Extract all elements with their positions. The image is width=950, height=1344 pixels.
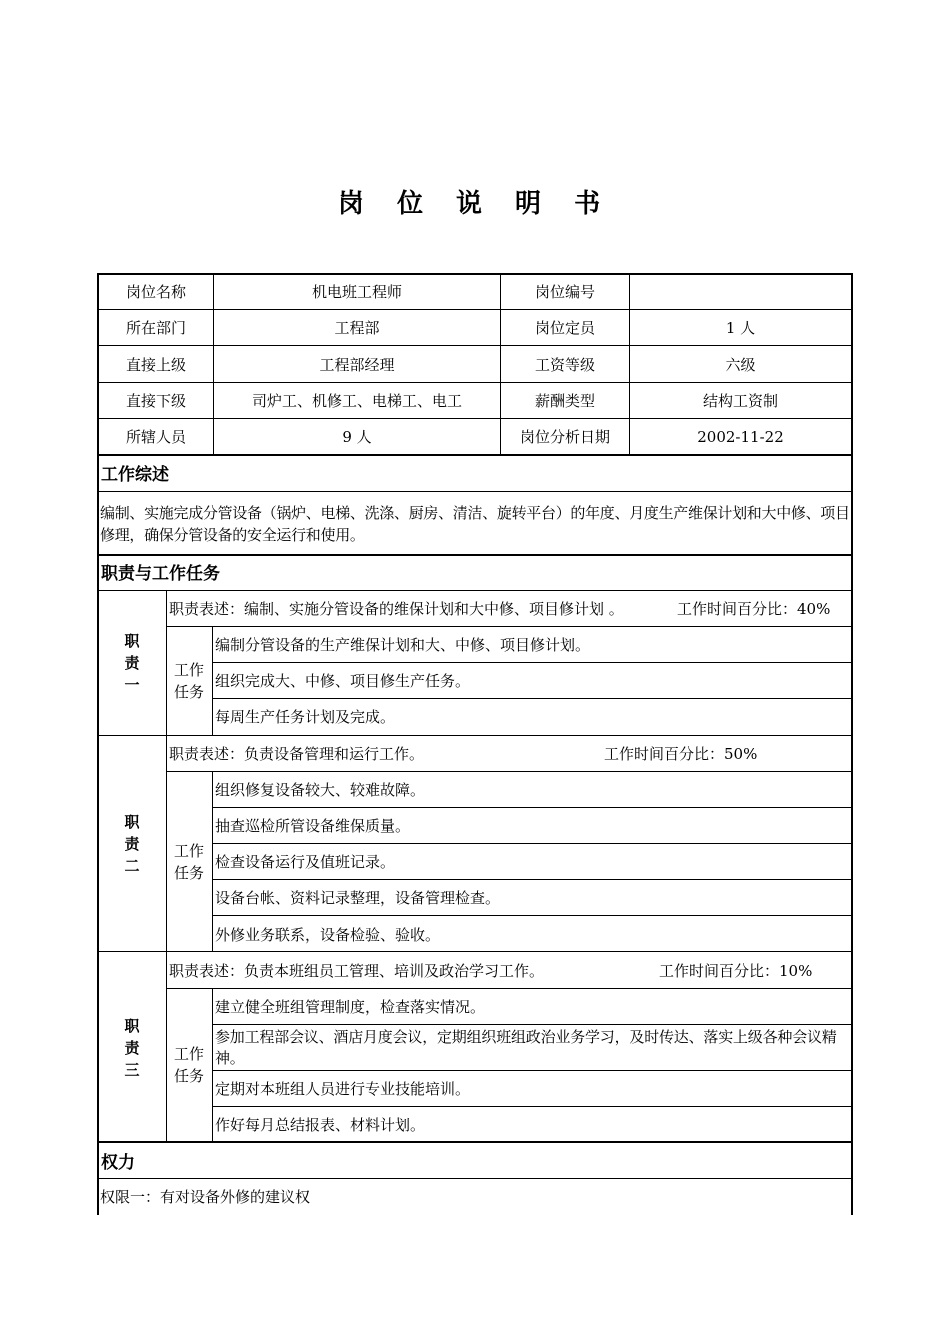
label-direct-superior: 直接上级 — [125, 356, 186, 374]
duty-3-time-percent: 工作时间百分比：10% — [659, 962, 813, 980]
label-department: 所在部门 — [125, 319, 186, 337]
duty-3-label-text: 职 责 三 — [124, 1017, 140, 1079]
job-description-table — [97, 273, 853, 1215]
duty-2-task-label: 工作 任务 — [173, 842, 204, 882]
value-department: 工程部 — [334, 319, 380, 337]
duty-3-task-label: 工作 任务 — [173, 1045, 204, 1085]
duty-3-task: 建立健全班组管理制度，检查落实情况。 — [215, 998, 486, 1016]
label-salary-grade: 工资等级 — [534, 356, 595, 374]
value-direct-superior: 工程部经理 — [319, 356, 395, 374]
duty-1-time-percent: 工作时间百分比：40% — [677, 600, 831, 618]
duty-3-task: 定期对本班组人员进行专业技能培训。 — [215, 1080, 471, 1098]
duty-2-task: 检查设备运行及值班记录。 — [215, 853, 396, 871]
value-pay-type: 结构工资制 — [702, 392, 778, 410]
duty-2-label-text: 职 责 二 — [124, 813, 140, 875]
duty-3-task: 作好每月总结报表、材料计划。 — [215, 1116, 426, 1134]
summary-text: 编制、实施完成分管设备（锅炉、电梯、洗涤、厨房、清洁、旋转平台）的年度、月度生产维保计划和大中修、项目修理，确保分管设备的安全运行和使用。 — [100, 504, 850, 544]
duty-2-task: 组织修复设备较大、较难故障。 — [215, 781, 426, 799]
value-direct-subordinates: 司炉工、机修工、电梯工、电工 — [251, 392, 462, 410]
duty-3-label — [117, 1015, 147, 1081]
duty-1-task-label: 工作 任务 — [173, 661, 204, 701]
page-title: 岗 位 说 明 书 — [337, 189, 613, 219]
value-headcount: 1 人 — [725, 319, 756, 337]
value-staff-count: 9 人 — [342, 428, 372, 446]
duty-2-task: 外修业务联系，设备检验、验收。 — [215, 926, 441, 944]
label-headcount: 岗位定员 — [534, 319, 595, 337]
duty-1-task: 组织完成大、中修、项目修生产任务。 — [215, 672, 471, 690]
label-pay-type: 薪酬类型 — [534, 392, 595, 410]
section-heading-authority: 权力 — [101, 1153, 135, 1173]
duty-1-label-text: 职 责 一 — [124, 632, 140, 694]
value-analysis-date: 2002-11-22 — [697, 428, 784, 446]
authority-item: 权限一：有对设备外修的建议权 — [100, 1188, 311, 1206]
duty-2-label — [117, 811, 147, 877]
label-direct-subordinates: 直接下级 — [125, 392, 186, 410]
section-heading-duties: 职责与工作任务 — [101, 564, 220, 584]
duty-2-time-percent: 工作时间百分比：50% — [604, 745, 758, 763]
duty-2-task: 抽查巡检所管设备维保质量。 — [215, 817, 411, 835]
duty-3-task: 参加工程部会议、酒店月度会议，定期组织班组政治业务学习，及时传达、落实上级各种会议精神。 — [215, 1028, 837, 1067]
duty-1-task: 编制分管设备的生产维保计划和大、中修、项目修计划。 — [215, 636, 591, 654]
label-staff-count: 所辖人员 — [125, 428, 186, 446]
duty-1-task: 每周生产任务计划及完成。 — [215, 708, 396, 726]
value-position-name: 机电班工程师 — [311, 283, 402, 301]
label-position-code: 岗位编号 — [534, 283, 595, 301]
section-heading-summary: 工作综述 — [101, 465, 169, 485]
label-analysis-date: 岗位分析日期 — [519, 428, 610, 446]
value-salary-grade: 六级 — [725, 356, 756, 374]
label-position-name: 岗位名称 — [125, 283, 186, 301]
duty-2-task: 设备台帐、资料记录整理，设备管理检查。 — [215, 889, 501, 907]
duty-3-description: 职责表述：负责本班组员工管理、培训及政治学习工作。 — [169, 962, 545, 980]
duty-1-description: 职责表述：编制、实施分管设备的维保计划和大中修、项目修计划 。 — [169, 600, 624, 618]
duty-2-description: 职责表述：负责设备管理和运行工作。 — [169, 745, 425, 763]
duty-1-label — [117, 630, 147, 696]
